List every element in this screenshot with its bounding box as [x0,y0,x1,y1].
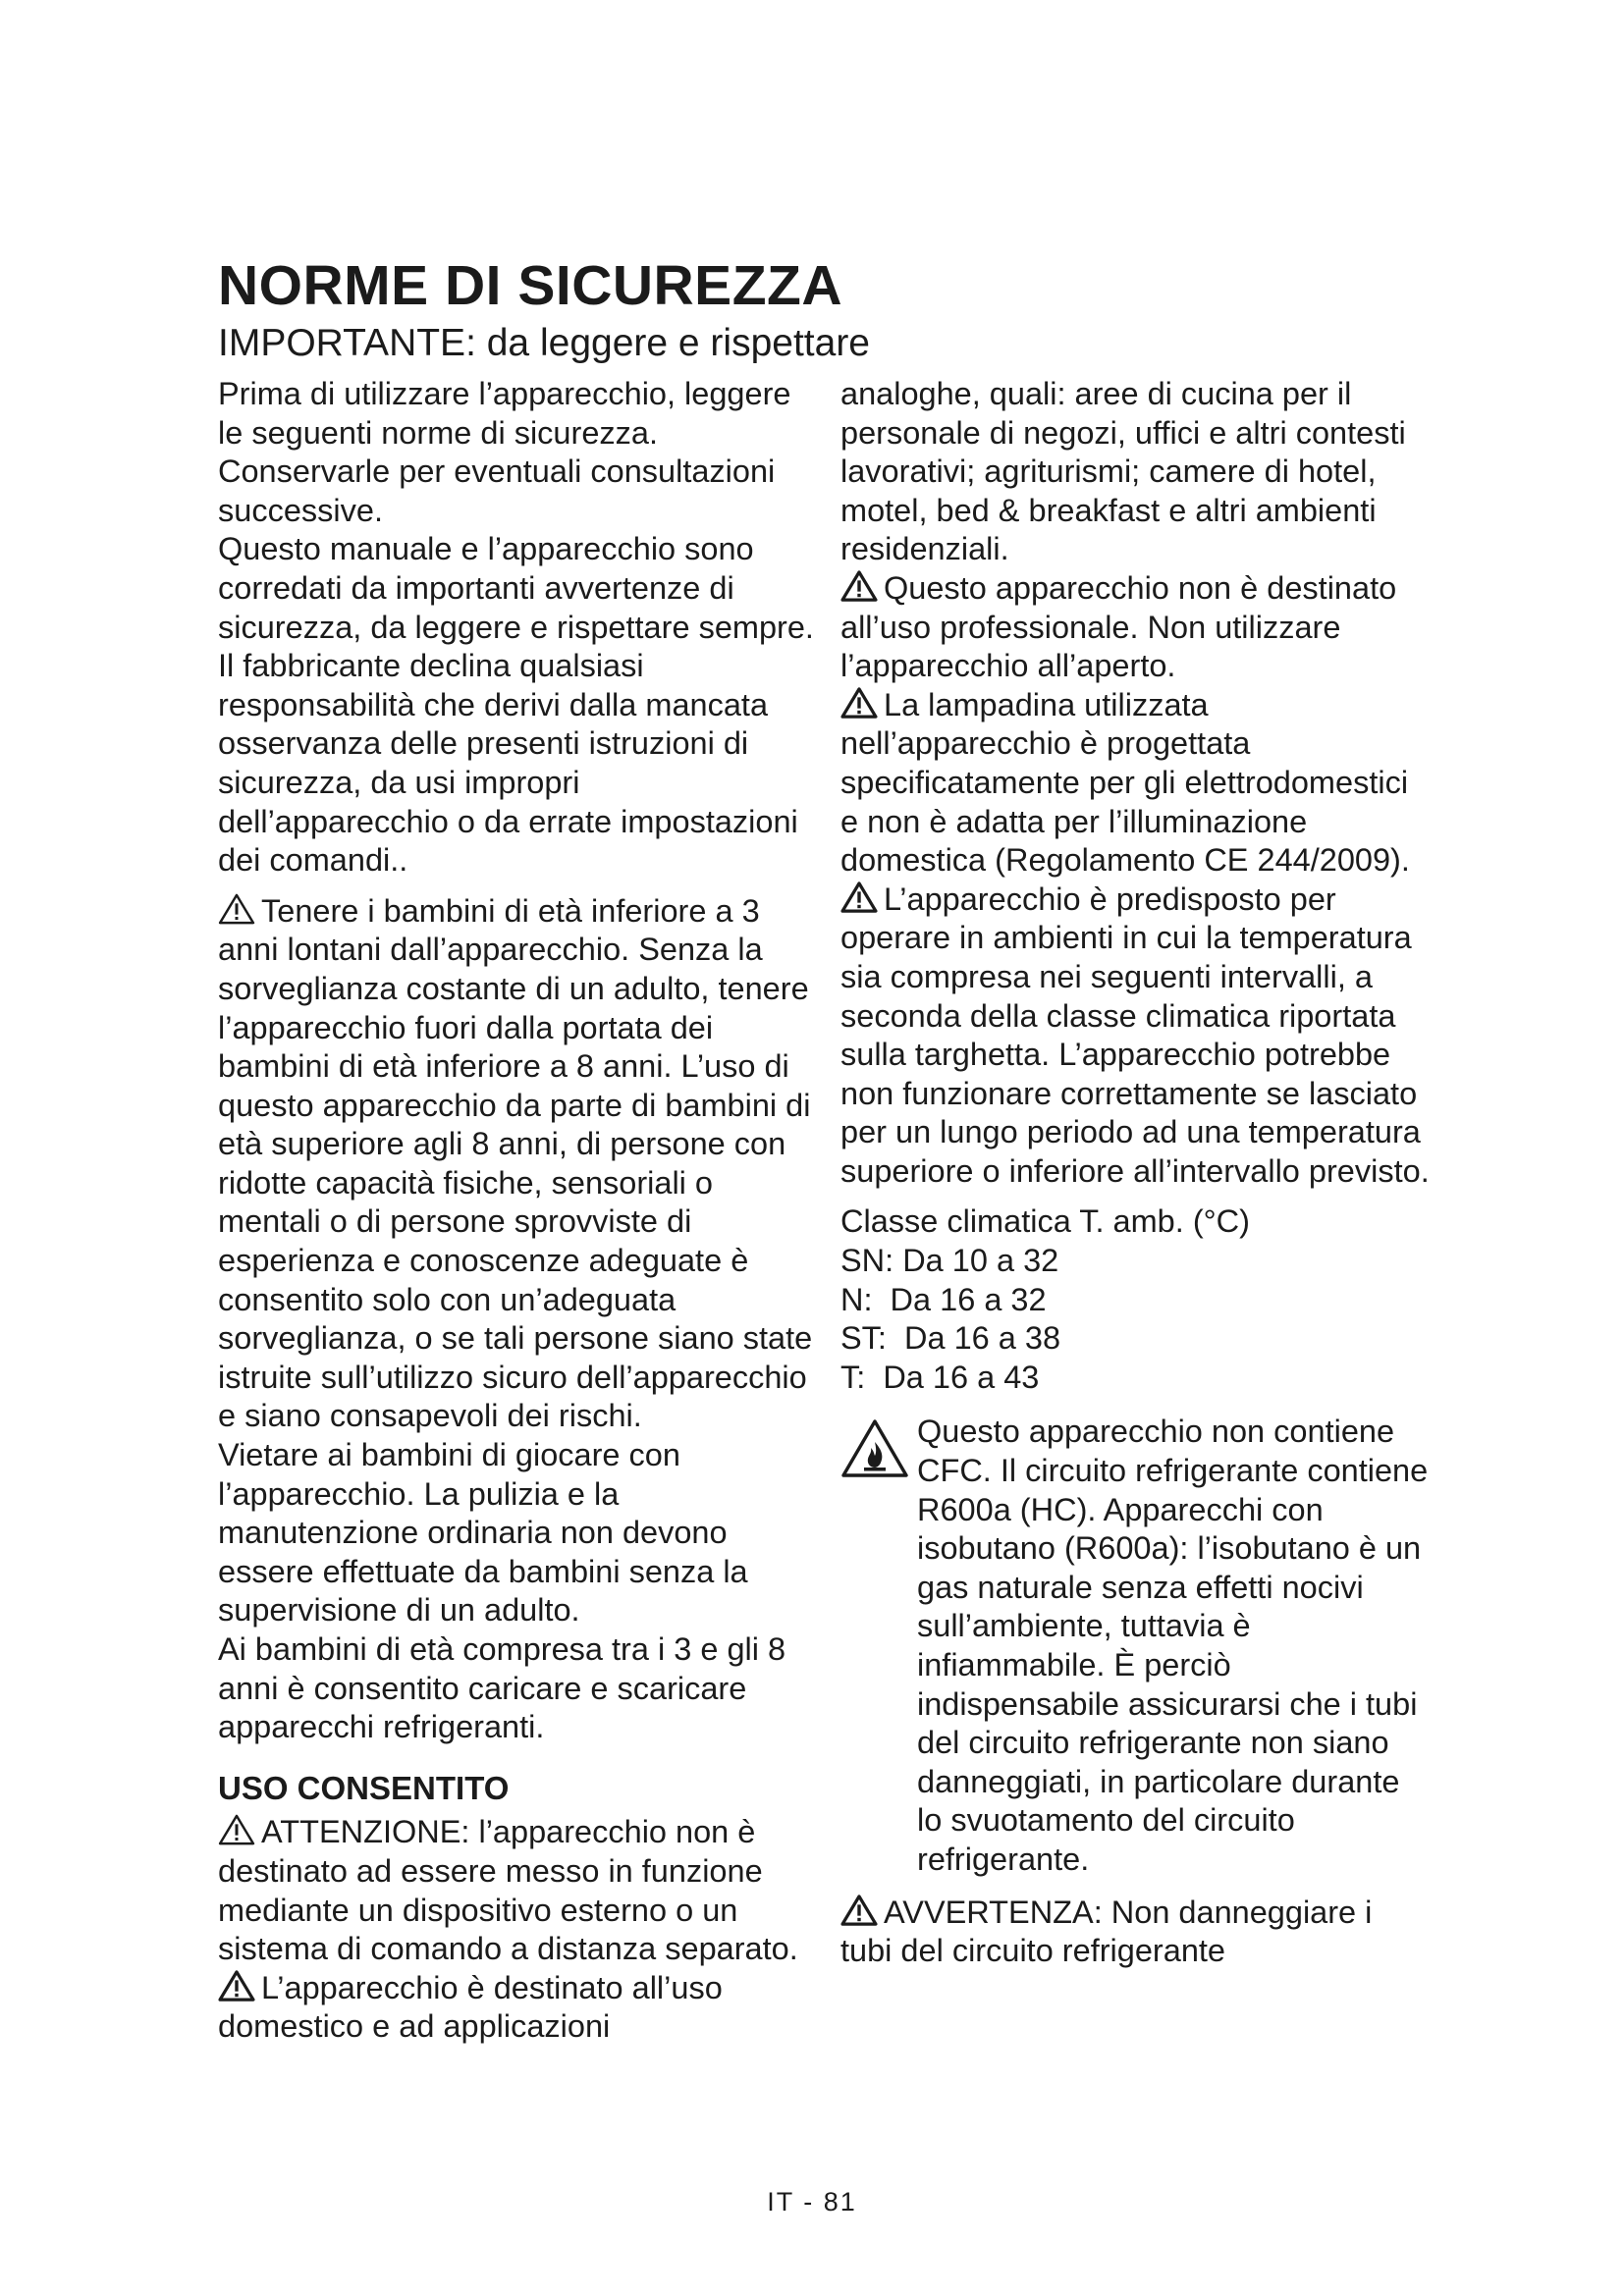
warning-text: AVVERTENZA: Non danneggiare i tubi del circuito refrigerante [840,1894,1373,1969]
warning-icon [840,1895,878,1926]
warning-icon [218,893,255,925]
lamp-text: La lampadina utilizzata nell’apparecchio è progettata specificatamente per gli elettrodomestici e non è adatta per l’illuminazione domestica (Regolamento CE 244/2009). [840,686,1410,879]
warning-icon [218,1814,255,1845]
climate-table-header: Classe climatica T. amb. (°C) [840,1203,1250,1240]
climate-row-sn: SN: Da 10 a 32 [840,1243,1059,1279]
climate-text: L’apparecchio è predisposto per operare in ambienti in cui la temperatura sia compresa nei seguenti intervalli, a seconda della classe climatica riportata sulla targhetta. L’apparecchio potrebbe non funzionare correttamente se lasciato per un lungo periodo ad una temperatura superiore o inferiore all’intervallo previsto. [840,881,1430,1189]
warning-icon [840,687,878,719]
lamp-paragraph [840,686,1430,881]
warning-icon [218,1970,255,2002]
right-column [840,375,1430,1971]
page-title: NORME DI SICUREZZA [218,254,842,317]
intro-paragraph: Prima di utilizzare l’apparecchio, leggere le seguenti norme di sicurezza. Conservarle per eventuali consultazioni successive. [218,376,791,528]
page-subtitle: IMPORTANTE: da leggere e rispettare [218,322,870,364]
climate-row-t: T: Da 16 a 43 [840,1359,1040,1395]
warning-icon [840,570,878,602]
page-number: IT - 81 [767,2187,857,2216]
climate-row-n: N: Da 16 a 32 [840,1281,1047,1317]
warning-icon [840,881,878,913]
professional-text: Questo apparecchio non è destinato all’uso professionale. Non utilizzare l’apparecchio all’aperto. [840,569,1397,684]
domestic-paragraph [218,1969,817,2047]
professional-paragraph [840,569,1430,686]
manual-paragraph: Questo manuale e l’apparecchio sono corredati da importanti avvertenze di sicurezza, da leggere e rispettare sempre. Il fabbricante declina qualsiasi responsabilità che derivi dalla mancata osservanza delle presenti istruzioni di sicurezza, da usi impropri dell’apparecchio o da errate impostazioni dei comandi.. [218,531,814,879]
cfc-paragraph [840,1413,1430,1879]
attention-paragraph [218,1813,817,1968]
play-paragraph: Vietare ai bambini di giocare con l’apparecchio. La pulizia e la manutenzione ordinaria non devono essere effettuate da bambini senza la supervisione di un adulto. [218,1437,748,1629]
continued-paragraph: analoghe, quali: aree di cucina per il personale di negozi, uffici e altri contesti lavorativi; agriturismi; camere di hotel, motel, bed & breakfast e altri ambienti residenziali. [840,376,1406,567]
flammable-warning-icon [840,1418,909,1479]
left-column [218,375,817,2047]
warning-paragraph [840,1894,1430,1971]
cfc-text: Questo apparecchio non contiene CFC. Il circuito refrigerante contiene R600a (HC). Apparecchi con isobutano (R600a): l’isobutano è un gas naturale senza effetti nocivi sull’ambiente, tuttavia è infiammabile. È perciò indispensabile assicurarsi che i tubi del circuito refrigerante non siano danneggiati, in particolare durante lo svuotamento del circuito refrigerante. [917,1414,1429,1877]
section-heading: USO CONSENTITO [218,1769,510,1806]
climate-row-st: ST: Da 16 a 38 [840,1320,1061,1357]
children-text: Tenere i bambini di età inferiore a 3 anni lontani dall’apparecchio. Senza la sorveglianza costante di un adulto, tenere l’apparecchio fuori dalla portata dei bambini di età inferiore a 8 anni. L’uso di questo apparecchio da parte di bambini di età superiore agli 8 anni, di persone con ridotte capacità fisiche, sensoriali o mentali o di persone sprovviste di esperienza e conoscenze adeguate è consentito solo con un’adeguata sorveglianza, o se tali persone siano state istruite sull’utilizzo sicuro dell’apparecchio e siano consapevoli dei rischi. [218,892,813,1434]
children-paragraph [218,892,817,1436]
climate-paragraph [840,881,1430,1192]
attention-text: ATTENZIONE: l’apparecchio non è destinato ad essere messo in funzione mediante un dispositivo esterno o un sistema di comando a distanza separato. [218,1814,798,1967]
load-paragraph: Ai bambini di età compresa tra i 3 e gli 8 anni è consentito caricare e scaricare apparecchi refrigeranti. [218,1631,786,1745]
domestic-text: L’apparecchio è destinato all’uso domestico e ad applicazioni [218,1969,723,2045]
